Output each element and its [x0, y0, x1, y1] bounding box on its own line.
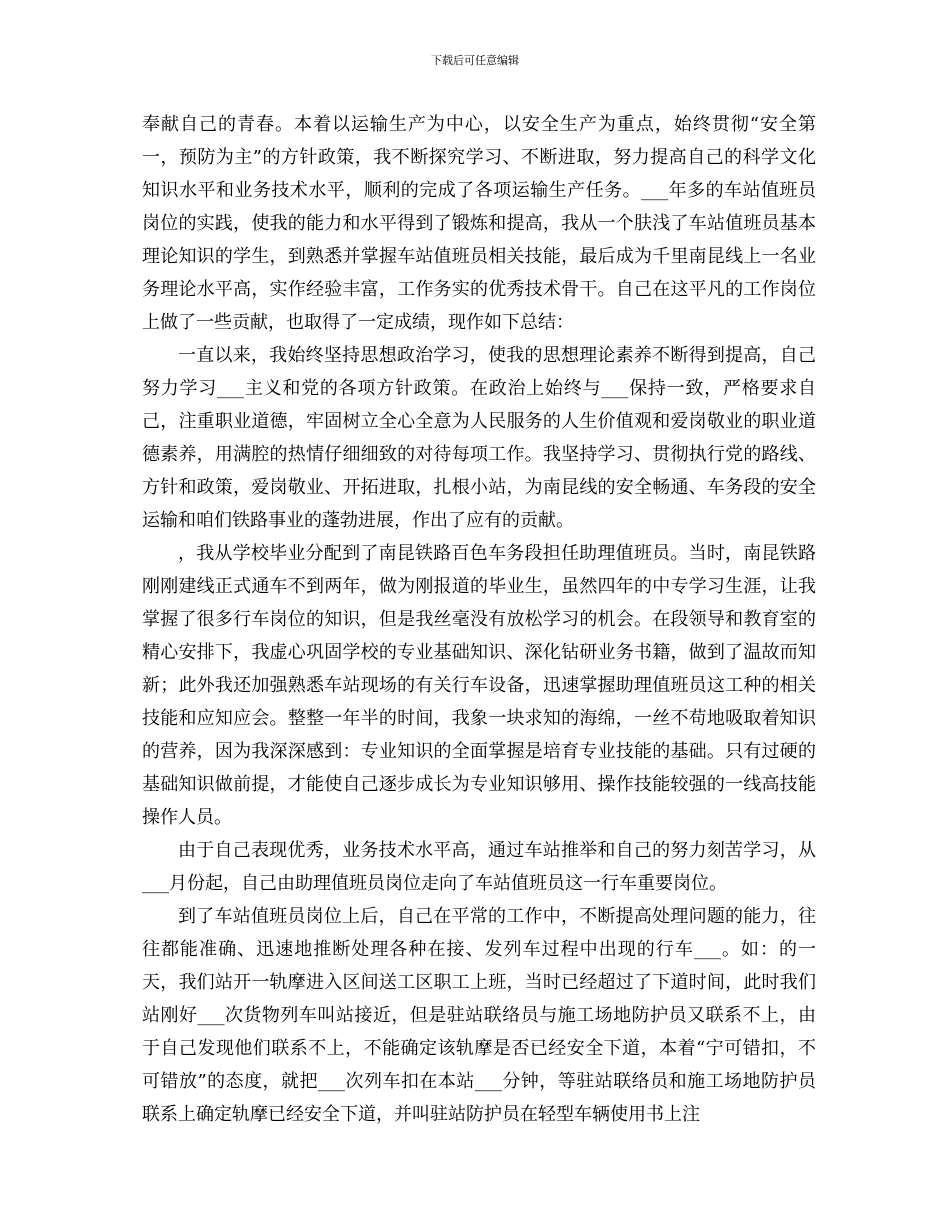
- paragraph-1: 奉献自己的青春。本着以运输生产为中心，以安全生产为重点，始终贯彻“安全第一，预防为主”的方针政策，我不断探究学习、不断进取，努力提高自己的科学文化知识水平和业务技术水平，顺利的完成了各项运输生产任务。___年多的车站值班员岗位的实践，使我的能力和水平得到了锻炼和提高，我从一个肤浅了车站值班员基本理论知识的学生，到熟悉并掌握车站值班员相关技能，最后成为千里南昆线上一名业务理论水平高，实作经验丰富，工作务实的优秀技术骨干。自己在这平凡的工作岗位上做了一些贡献，也取得了一定成绩，现作如下总结：: [142, 114, 816, 333]
- document-body: [142, 108, 816, 1131]
- paragraph-3: ，我从学校毕业分配到了南昆铁路百色车务段担任助理值班员。当时，南昆铁路刚刚建线正式通车不到两年，做为刚报道的毕业生，虽然四年的中专学习生涯，让我掌握了很多行车岗位的知识，但是我丝毫没有放松学习的机会。在段领导和教育室的精心安排下，我虚心巩固学校的专业基础知识、深化钻研业务书籍，做到了温故而知新；此外我还加强熟悉车站现场的有关行车设备，迅速掌握助理值班员这工种的相关技能和应知应会。整整一年半的时间，我象一块求知的海绵，一丝不苟地吸取着知识的营养，因为我深深感到：专业知识的全面掌握是培育专业技能的基础。只有过硬的基础知识做前提，才能使自己逐步成长为专业知识够用、操作技能较强的一线高技能操作人员。: [142, 543, 816, 828]
- paragraph-4: 由于自己表现优秀，业务技术水平高，通过车站推举和自己的努力刻苦学习，从___月份起，自己由助理值班员岗位走向了车站值班员这一行车重要岗位。: [142, 840, 816, 894]
- paragraph-5: 到了车站值班员岗位上后，自己在平常的工作中，不断提高处理问题的能力，往往都能准确、迅速地推断处理各种在接、发列车过程中出现的行车___。如：的一天，我们站开一轨摩进入区间送工区职工上班，当时已经超过了下道时间，此时我们站刚好___次货物列车叫站接近，但是驻站联络员与施工场地防护员又联系不上，由于自己发现他们联系不上，不能确定该轨摩是否已经安全下道，本着“宁可错扣，不可错放”的态度，就把___次列车扣在本站___分钟，等驻站联络员和施工场地防护员联系上确定轨摩已经安全下道，并叫驻站防护员在轻型车辆使用书上注: [142, 906, 816, 1125]
- paragraph-2: 一直以来，我始终坚持思想政治学习，使我的思想理论素养不断得到提高，自己努力学习___主义和党的各项方针政策。在政治上始终与___保持一致，严格要求自己，注重职业道德，牢固树立全心全意为人民服务的人生价值观和爱岗敬业的职业道德素养，用满腔的热情仔细细致的对待每项工作。我坚持学习、贯彻执行党的路线、方针和政策，爱岗敬业、开拓进取，扎根小站，为南昆线的安全畅通、车务段的安全运输和咱们铁路事业的蓬勃进展，作出了应有的贡献。: [142, 345, 816, 531]
- page-header: 下载后可任意编辑: [431, 54, 519, 67]
